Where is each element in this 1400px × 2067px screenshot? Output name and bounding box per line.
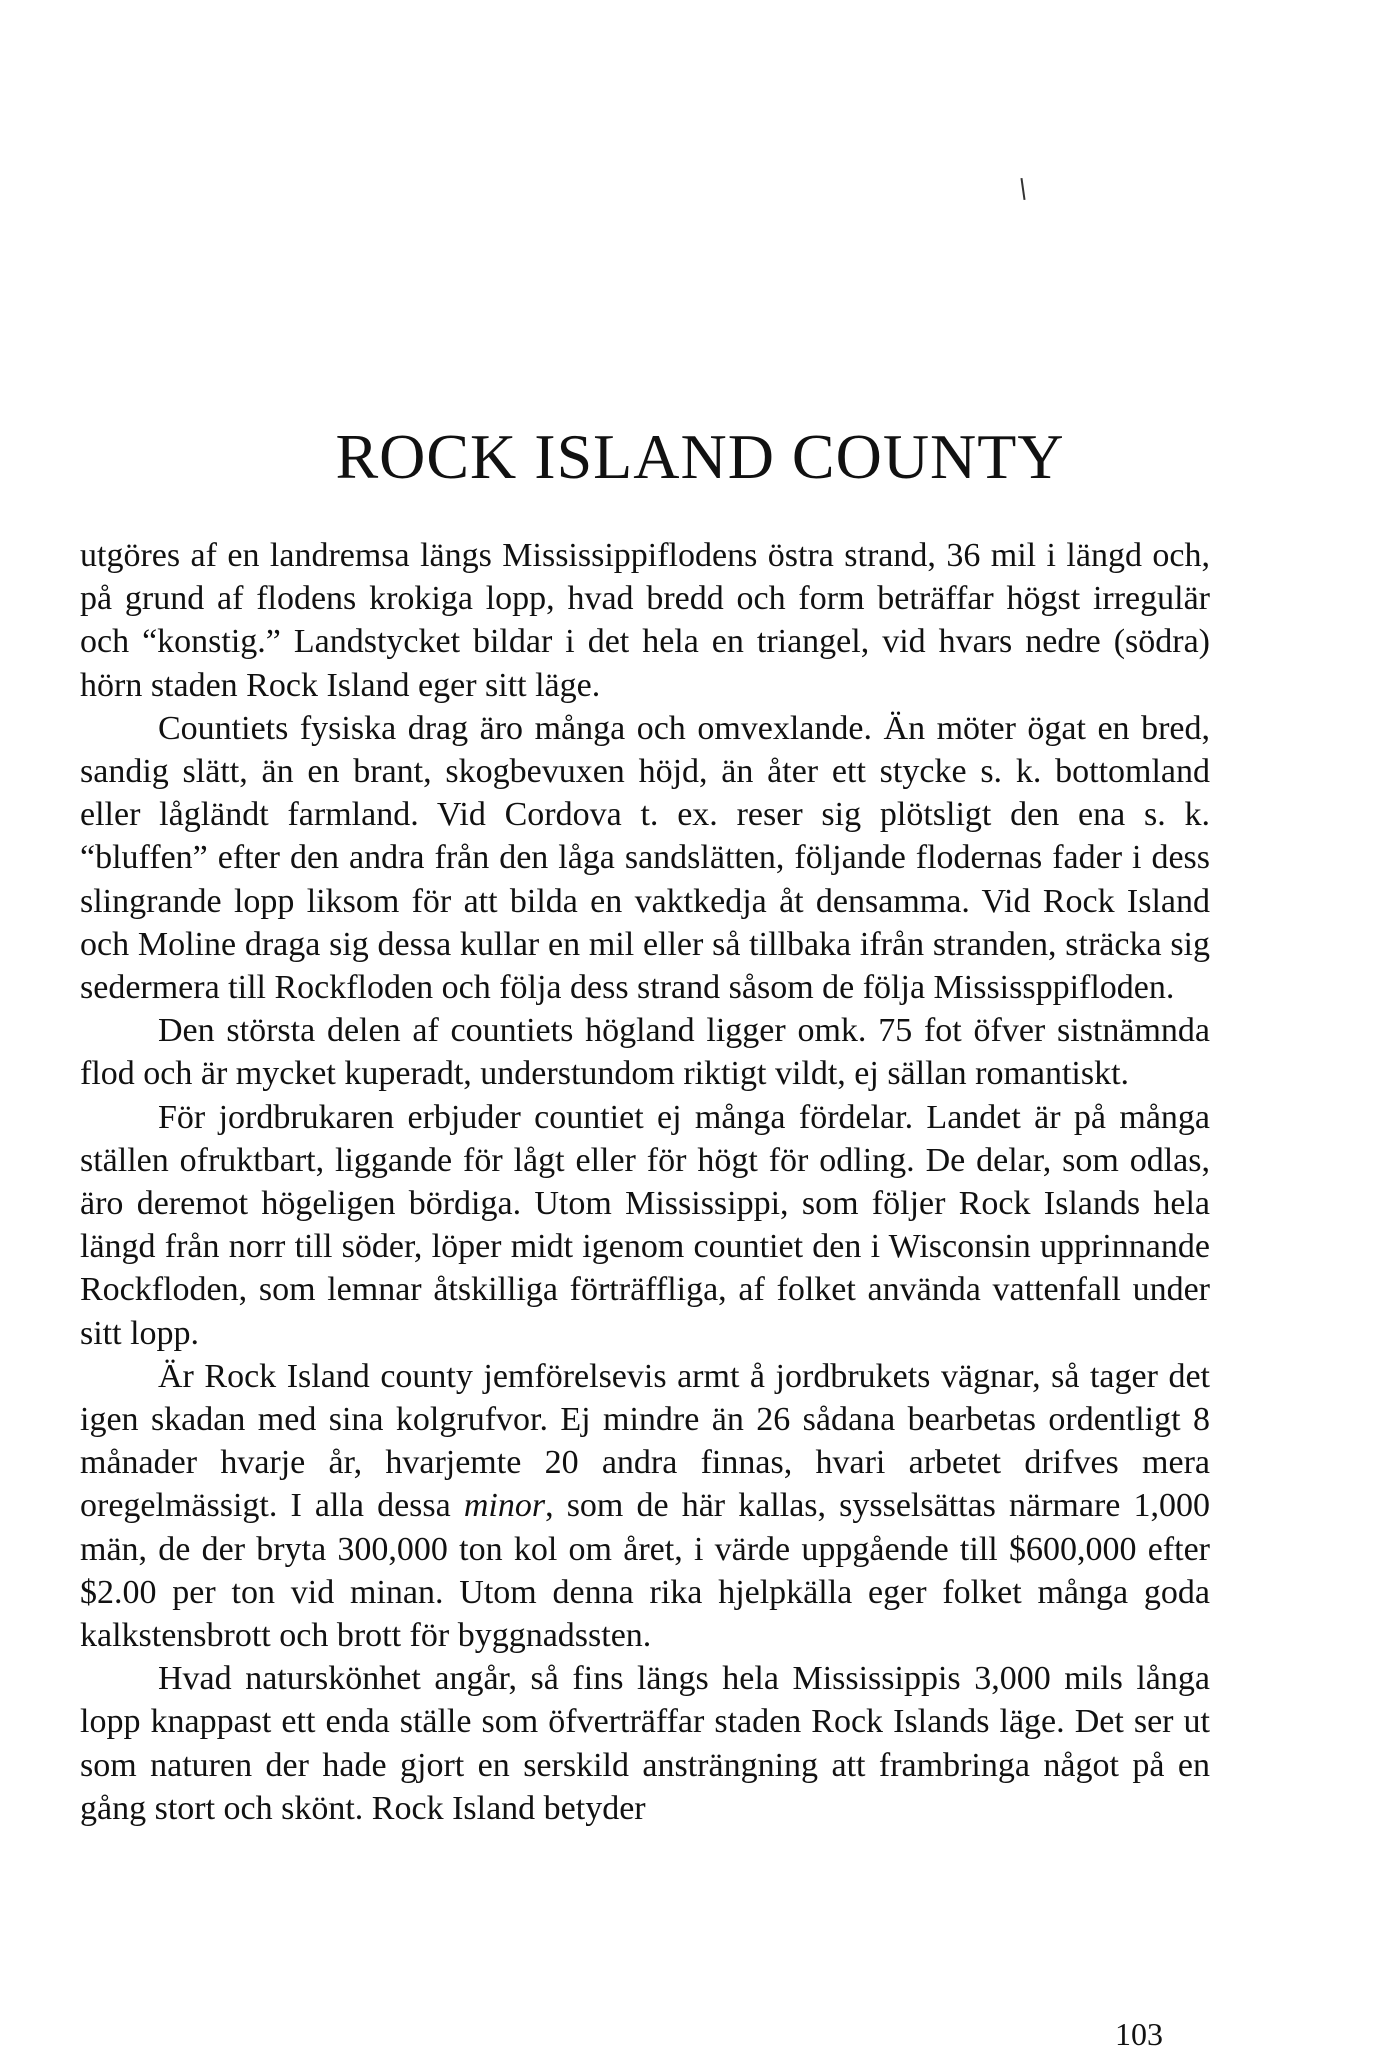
page-number: 103 — [1115, 2016, 1163, 2052]
paragraph-4: För jordbrukaren erbjuder countiet ej många fördelar. Landet är på många ställen ofruktbart, liggande för lågt eller för högt för odling. De delar, som odlas, äro deremot högeligen bördiga. Utom Mississippi, som följer Rock Islands hela längd från norr till söder, löper midt igenom countiet den i Wisconsin upprinnande Rockfloden, som lemnar åtskilliga förträffliga, af folket använda vattenfall under sitt lopp. — [80, 1098, 1210, 1352]
paragraph-1: utgöres af en landremsa längs Mississippiflodens östra strand, 36 mil i längd och, på grund af flodens krokiga lopp, hvad bredd och form beträffar högst irregulär och “konstig.” Landstycket bildar i det hela en triangel, vid hvars nedre (södra) hörn staden Rock Island eger sitt läge. — [80, 537, 1210, 704]
paragraph-3: Den största delen af countiets högland ligger omk. 75 fot öfver sistnämnda flod och är mycket kuperadt, understundom riktigt vildt, ej sällan romantiskt. — [80, 1012, 1210, 1093]
paragraph-5-text-after: , som de här kallas, sysselsättas närmare 1,000 män, de der bryta 300,000 ton kol om året, i värde uppgående till $600,000 efter $2.00 per ton vid minan. Utom denna rika hjelpkälla eger folket många goda kalkstensbrott och brott för byggnadssten. — [80, 1487, 1210, 1655]
paragraph-6: Hvad naturskönhet angår, så fins längs hela Mississippis 3,000 mils långa lopp knappast ett enda ställe som öfverträffar staden Rock Islands läge. Det ser ut som naturen der hade gjort en serskild ansträngning att frambringa något på en gång stort och skönt. Rock Island betyder — [80, 1660, 1210, 1827]
paragraph-2: Countiets fysiska drag äro många och omvexlande. Än möter ögat en bred, sandig slätt, än en brant, skogbevuxen höjd, än åter ett stycke s. k. bottomland eller lågländt farmland. Vid Cordova t. ex. reser sig plötsligt den ena s. k. “bluffen” efter den andra från den låga sandslätten, följande flodernas fader i dess slingrande lopp liksom för att bilda en vaktkedja åt densamma. Vid Rock Island och Moline draga sig dessa kullar en mil eller så tillbaka ifrån stranden, sträcka sig sedermera till Rockfloden och följa dess strand såsom de följa Mississppifloden. — [80, 709, 1210, 1007]
paragraph-5-italic-word: minor — [463, 1487, 546, 1525]
paragraph-5 — [80, 1355, 1210, 1657]
stray-ink-mark — [1020, 178, 1025, 200]
chapter-title: ROCK ISLAND COUNTY — [335, 421, 1065, 492]
paragraph-5-text-before: Är Rock Island county jemförelsevis armt å jordbrukets vägnar, så tager det igen skadan med sina kolgrufvor. Ej mindre än 26 sådana bearbetas ordentligt 8 månader hvarje år, hvarjemte 20 andra finnas, hvari arbetet drifves mera oregelmässigt. I alla dessa — [80, 1357, 1210, 1525]
body-text — [80, 534, 1210, 1830]
